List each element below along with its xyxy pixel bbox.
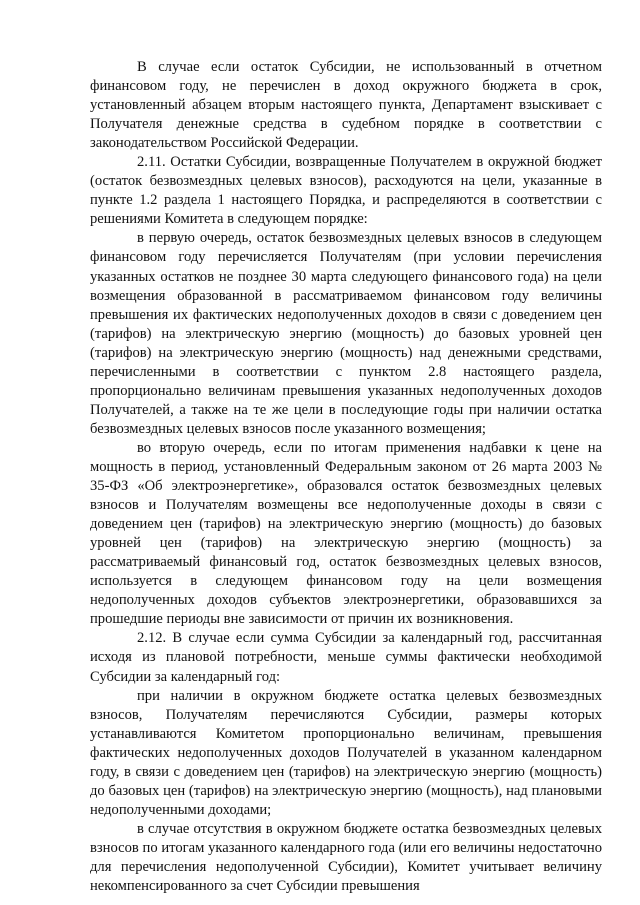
document-body (90, 58, 602, 896)
paragraph-balance-available: при наличии в окружном бюджете остатка целевых безвозмездных взносов, Получателям перечисляются Субсидии, размеры которых устанавливаются Комитетом пропорционально величинам, превышения фактических недополученных доходов Получателей в указанном календарном году, в связи с доведением цен (тарифов) на электрическую энергию (мощность) до базовых цен (тарифов) на электрическую энергию (мощность), над плановыми недополученными доходами; (90, 687, 602, 818)
paragraph-first-priority: в первую очередь, остаток безвозмездных целевых взносов в следующем финансовом году перечисляется Получателям (при условии перечисления указанных остатков не позднее 30 марта следующего финансового года) на цели возмещения образованной в рассматриваемом финансовом году величины превышения их фактических недополученных доходов в связи с доведением цен (тарифов) на электрическую энергию (мощность) до базовых уровней цен (тарифов) на электрическую энергию (мощность) над денежными средствами, перечисленными в соответствии с пунктом 2.8 настоящего раздела, пропорционально величинам превышения указанных недополученных доходов Получателей, а также на те же цели в последующие годы при наличии остатка безвозмездных целевых взносов после указанного возмещения; (90, 230, 602, 437)
paragraph-balance-absent: в случае отсутствия в окружном бюджете остатка безвозмездных целевых взносов по итогам указанного календарного года (или его величины недостаточно для перечисления недополученной Субсидии), Комитет учитывает величину некомпенсированного за счет Субсидии превышения (90, 820, 602, 895)
paragraph-second-priority: во вторую очередь, если по итогам применения надбавки к цене на мощность в период, установленный Федеральным законом от 26 марта 2003 № 35-ФЗ «Об электроэнергетике», образовался остаток безвозмездных целевых взносов и Получателям возмещены все недополученные доходы в связи с доведением цен (тарифов) на электрическую энергию (мощность) до базовых уровней цен (тарифов) на электрическую энергию (мощность) за рассматриваемый финансовый год, остаток безвозмездных целевых взносов, используется в следующем финансовом году на цели возмещения недополученных доходов субъектов электроэнергетики, образовавшихся за прошедшие периоды вне зависимости от причин их возникновения. (90, 439, 602, 628)
paragraph-subsidy-balance-recovery: В случае если остаток Субсидии, не использованный в отчетном финансовом году, не перечислен в доход окружного бюджета в срок, установленный абзацем вторым настоящего пункта, Департамент взыскивает с Получателя денежные средства в судебном порядке в соответствии с законодательством Российской Федерации. (90, 59, 602, 152)
paragraph-2-12: 2.12. В случае если сумма Субсидии за календарный год, рассчитанная исходя из плановой потребности, меньше суммы фактически необходимой Субсидии за календарный год: (90, 630, 602, 685)
paragraph-2-11: 2.11. Остатки Субсидии, возвращенные Получателем в окружной бюджет (остаток безвозмездных целевых взносов), расходуются на цели, указанные в пункте 1.2 раздела 1 настоящего Порядка, и распределяются в соответствии с решениями Комитета в следующем порядке: (90, 154, 602, 228)
